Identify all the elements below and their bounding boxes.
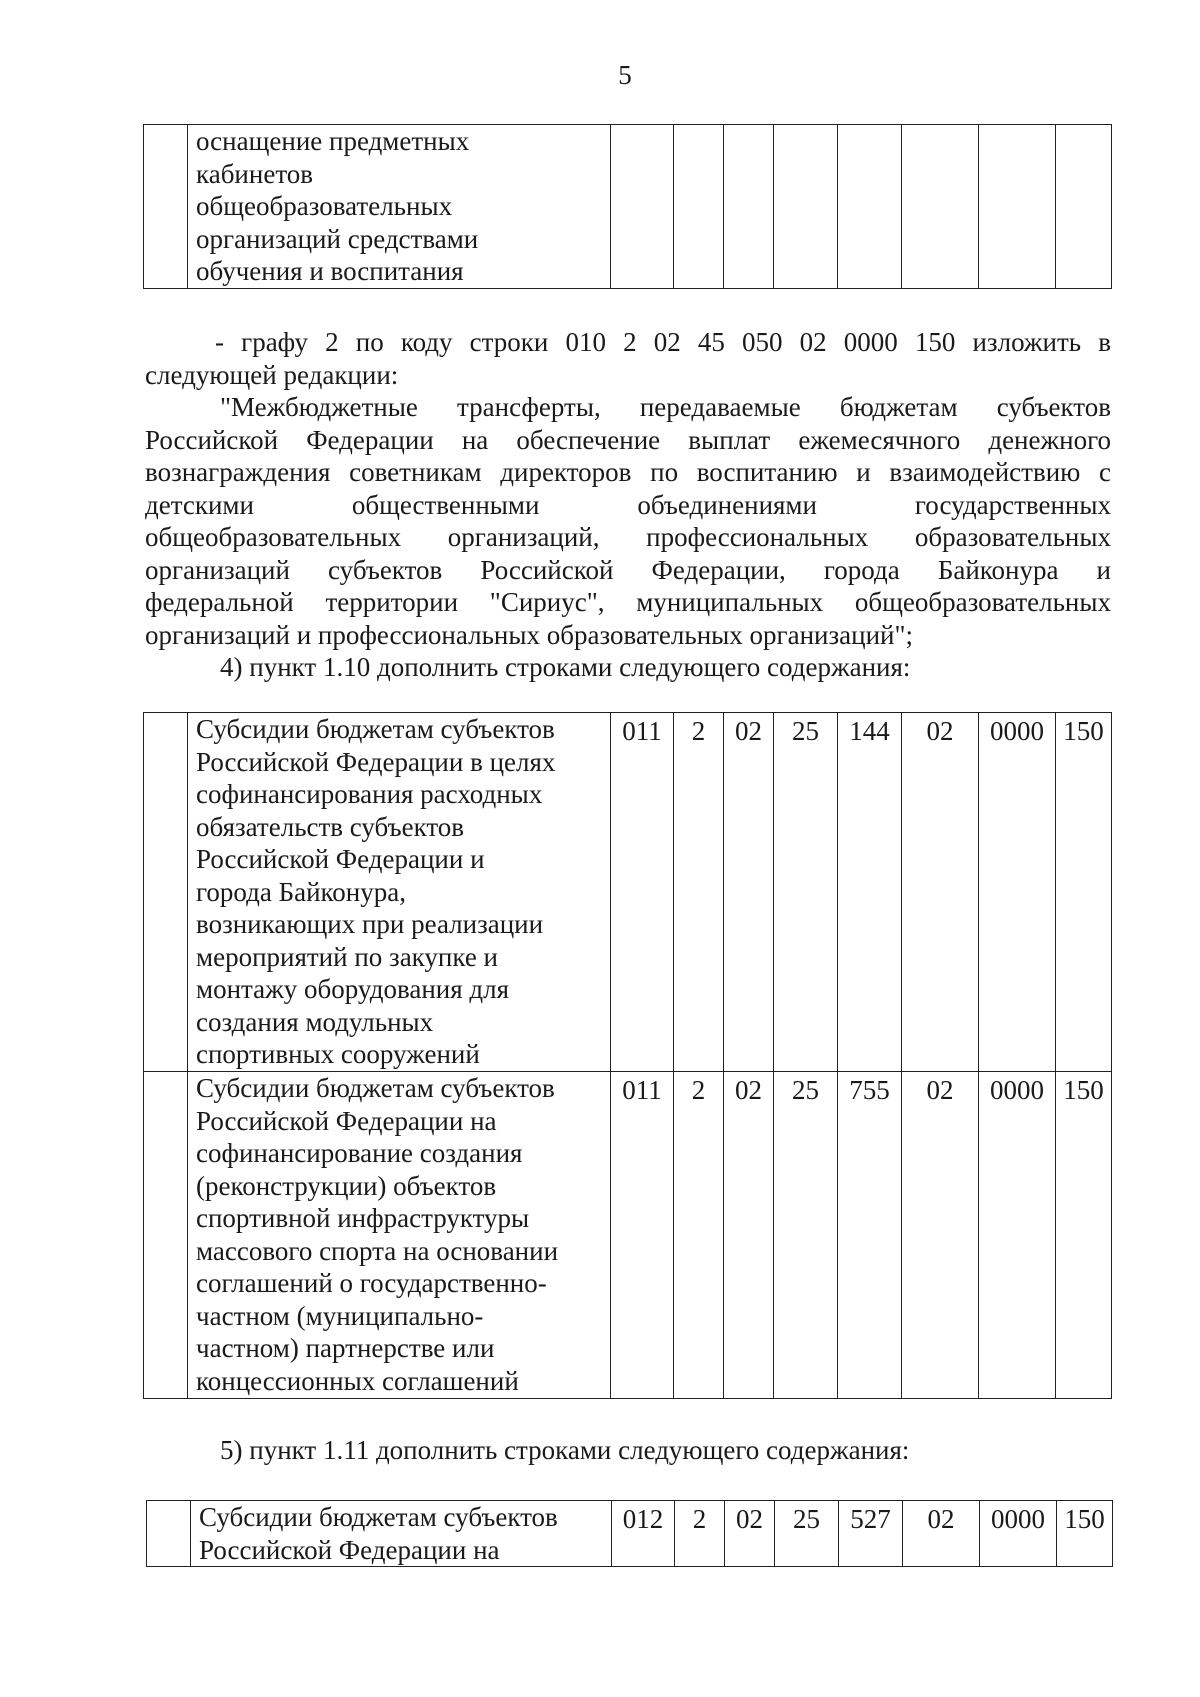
row-name-line: Субсидии бюджетам субъектов (199, 1502, 558, 1532)
paragraph-line: организаций субъектов Российской Федерации, города Байконура и (145, 554, 1111, 585)
row-name-line: организаций средствами (196, 223, 479, 254)
code-cell: 150 (1056, 713, 1112, 1072)
row-name-line: создания модульных (196, 1006, 434, 1037)
row-name-line: общеобразовательных (196, 191, 453, 221)
paragraph-line: 5) пункт 1.11 дополнить строками следующего содержания: (220, 1435, 910, 1465)
code-cell: 25 (774, 1072, 838, 1399)
code-cell: 0000 (979, 713, 1056, 1072)
row-name-line: (реконструкции) объектов (196, 1170, 497, 1201)
code-cell: 02 (724, 713, 774, 1072)
paragraph-line: - графу 2 по коду строки 010 2 02 45 050 02 0000 150 изложить в (215, 327, 1111, 357)
row-number-cell (147, 1501, 191, 1567)
code-cell: 755 (838, 1072, 902, 1399)
paragraph-line: 4) пункт 1.10 дополнить строками следующего содержания: (220, 652, 911, 682)
code-cell: 2 (674, 1072, 724, 1399)
row-name-line: Российской Федерации в целях (196, 746, 556, 777)
code-cell: 25 (775, 1501, 839, 1567)
row-name-line: обучения и воспитания (196, 256, 464, 286)
code-cell: 2 (675, 1501, 725, 1567)
row-name-line: возникающих при реализации (196, 909, 544, 939)
row-name-cell (188, 125, 611, 289)
paragraph-line: следующей редакции: (145, 359, 399, 390)
code-cell (674, 125, 724, 289)
row-name-line: Российской Федерации и (196, 844, 485, 874)
paragraph-line: Российской Федерации на обеспечение выплат ежемесячного денежного (145, 424, 1111, 455)
code-cell (774, 125, 838, 289)
table-row (144, 713, 1112, 1072)
row-name-cell (188, 713, 611, 1072)
row-name-cell (191, 1501, 612, 1567)
code-cell: 02 (725, 1501, 775, 1567)
row-name-line: монтажу оборудования для (196, 974, 510, 1004)
row-name-line: оснащение предметных (196, 126, 470, 156)
row-name-line: мероприятий по закупке и (196, 941, 498, 972)
row-name-line: города Байконура, (196, 876, 406, 907)
code-cell: 25 (774, 713, 838, 1072)
row-name-line: массового спорта на основании (196, 1235, 559, 1266)
row-number-cell (144, 713, 188, 1072)
row-name-line: Российской Федерации на (196, 1105, 497, 1136)
row-name-line: софинансирования расходных (196, 779, 543, 809)
paragraph-line: общеобразовательных организаций, профессиональных образовательных (145, 522, 1111, 552)
row-name-cell (188, 1072, 611, 1399)
code-cell: 150 (1057, 1501, 1113, 1567)
code-cell: 02 (902, 713, 979, 1072)
row-name-line: соглашений о государственно- (196, 1268, 547, 1298)
row-name-line: частном) партнерстве или (196, 1333, 495, 1363)
code-cell (838, 125, 902, 289)
row-name-line: спортивной инфраструктуры (196, 1203, 530, 1233)
code-cell (724, 125, 774, 289)
code-cell: 150 (1056, 1072, 1112, 1399)
code-cell: 02 (903, 1501, 980, 1567)
code-cell: 527 (839, 1501, 903, 1567)
row-name-line: частном (муниципально- (196, 1300, 484, 1331)
row-number-cell (144, 125, 188, 289)
paragraph-line: "Межбюджетные трансферты, передаваемые бюджетам субъектов (220, 392, 1111, 422)
row-number-cell (144, 1072, 188, 1399)
row-name-line: спортивных сооружений (196, 1039, 480, 1069)
code-cell (902, 125, 979, 289)
code-table-1 (143, 124, 1112, 289)
code-cell: 2 (674, 713, 724, 1072)
code-cell: 011 (611, 713, 674, 1072)
row-name-line: Российской Федерации на (199, 1534, 500, 1565)
code-cell: 0000 (979, 1072, 1056, 1399)
code-cell (1056, 125, 1112, 289)
page-number: 5 (618, 60, 632, 90)
paragraph-line: федеральной территории "Сириус", муниципальных общеобразовательных (145, 587, 1111, 617)
row-name-line: кабинетов (196, 158, 314, 189)
row-name-line: Субсидии бюджетам субъектов (196, 714, 555, 744)
code-cell: 011 (611, 1072, 674, 1399)
paragraph-line: организаций и профессиональных образовательных организаций"; (145, 619, 914, 650)
code-cell: 144 (838, 713, 902, 1072)
code-cell: 02 (902, 1072, 979, 1399)
table-row (147, 1501, 1113, 1567)
code-table-2 (143, 712, 1112, 1399)
code-cell (611, 125, 674, 289)
table-row (144, 125, 1112, 289)
row-name-line: концессионных соглашений (196, 1365, 519, 1396)
code-table-3 (146, 1500, 1113, 1567)
row-name-line: обязательств субъектов (196, 811, 465, 842)
paragraph-line: вознаграждения советникам директоров по воспитанию и взаимодействию с (145, 457, 1111, 487)
code-cell (979, 125, 1056, 289)
row-name-line: Субсидии бюджетам субъектов (196, 1073, 555, 1103)
paragraph-line: детскими общественными объединениями государственных (145, 489, 1111, 520)
amendment-paragraph (145, 326, 1111, 684)
table-row (144, 1072, 1112, 1399)
code-cell: 0000 (980, 1501, 1057, 1567)
amendment-paragraph (220, 1434, 1111, 1467)
row-name-line: софинансирование создания (196, 1138, 523, 1168)
code-cell: 012 (612, 1501, 675, 1567)
code-cell: 02 (724, 1072, 774, 1399)
